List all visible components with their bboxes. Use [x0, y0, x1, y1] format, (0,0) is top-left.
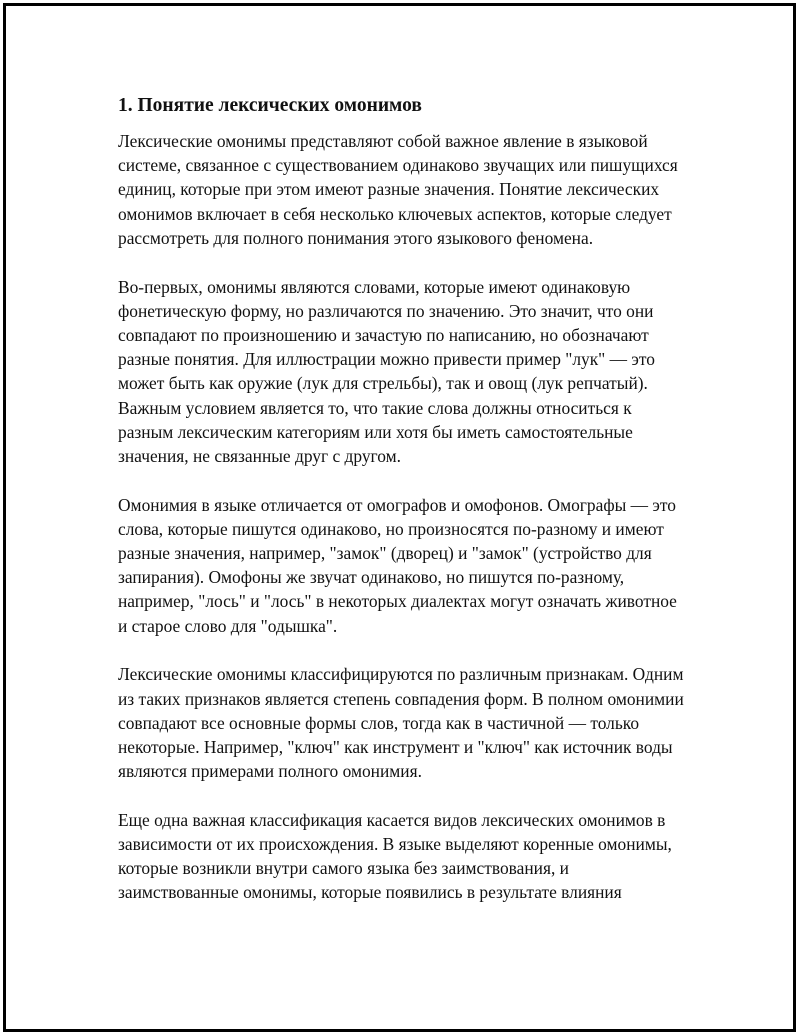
paragraph-1: Лексические омонимы представляют собой важное явление в языковой системе, связанное с существованием одинаково звучащих или пишущихся единиц, которые при этом имеют разные значения. Понятие лексических омонимов включает в себя несколько ключевых аспектов, которые следует рассмотреть для полного понимания этого языкового феномена.	[118, 131, 678, 248]
document-body	[118, 93, 688, 929]
paragraph-2: Во-первых, омонимы являются словами, которые имеют одинаковую фонетическую форму, но различаются по значению. Это значит, что они совпадают по произношению и зачастую по написанию, но обозначают разные понятия. Для иллюстрации можно привести пример "лук" — это может быть как оружие (лук для стрельбы), так и овощ (лук репчатый). Важным условием является то, что такие слова должны относиться к разным лексическим категориям или хотя бы иметь самостоятельные значения, не связанные друг с другом.	[118, 276, 655, 466]
section-heading: 1. Понятие лексических омонимов	[118, 95, 422, 116]
paragraph-5: Еще одна важная классификация касается видов лексических омонимов в зависимости от их происхождения. В языке выделяют коренные омонимы, которые возникли внутри самого языка без заимствования, и заимствованные омонимы, которые появились в результате влияния	[118, 809, 672, 903]
paragraph-3: Омонимия в языке отличается от омографов и омофонов. Омографы — это слова, которые пишутся одинаково, но произносятся по-разному и имеют разные значения, например, "замок" (дворец) и "замок" (устройство для запирания). Омофоны же звучат одинаково, но пишутся по-разному, например, "лось" и "лось" в некоторых диалектах могут означать животное и старое слово для "одышка".	[118, 494, 677, 636]
paragraph-4: Лексические омонимы классифицируются по различным признакам. Одним из таких признаков является степень совпадения форм. В полном омонимии совпадают все основные формы слов, тогда как в частичной — только некоторые. Например, "ключ" как инструмент и "ключ" как источник воды являются примерами полного омонимия.	[118, 664, 684, 782]
